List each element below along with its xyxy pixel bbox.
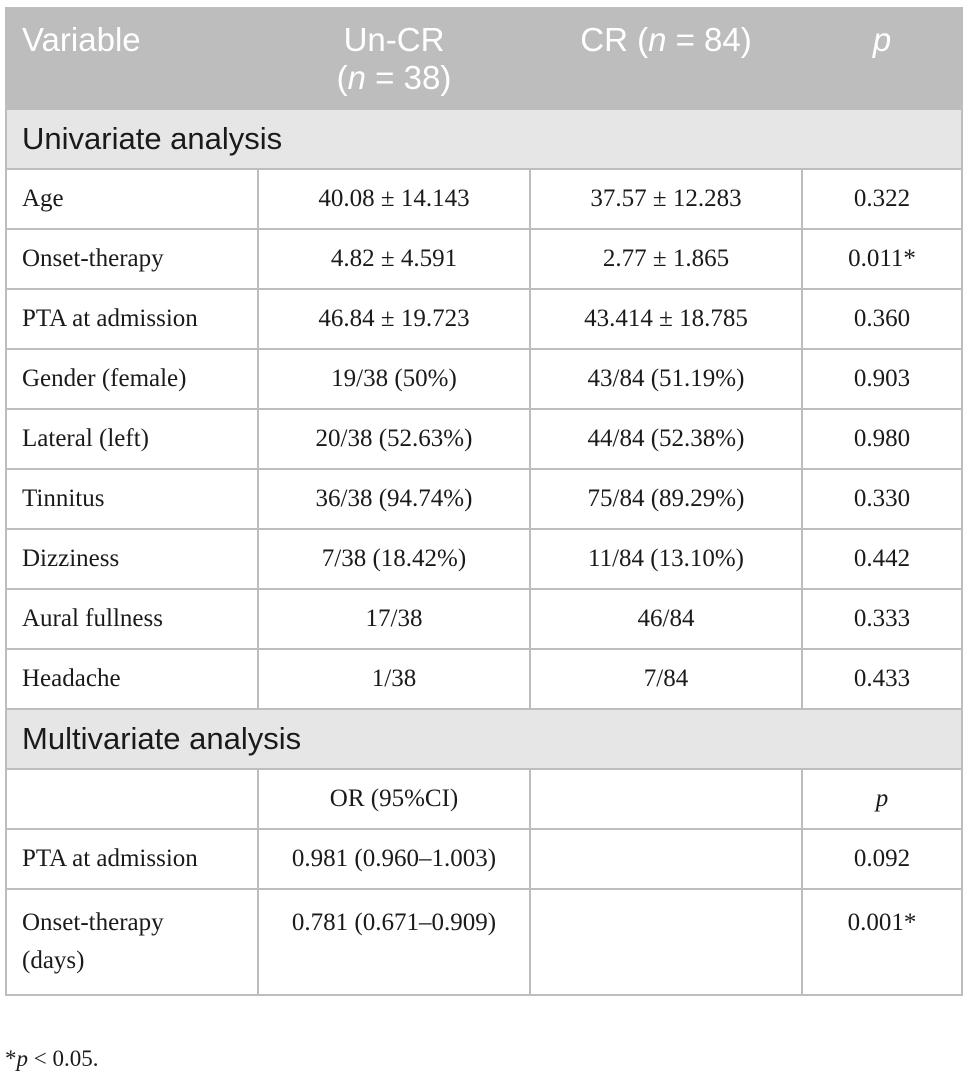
- cell-cr: 46/84: [530, 589, 802, 649]
- cell-un-cr: 36/38 (94.74%): [258, 469, 530, 529]
- table-row: [6, 469, 962, 529]
- cell-variable: Onset-therapy: [6, 229, 258, 289]
- subheader-variable: [6, 769, 258, 829]
- cell-un-cr: 7/38 (18.42%): [258, 529, 530, 589]
- header-un-cr-count: = 38): [366, 59, 452, 96]
- cell-variable: Aural fullness: [6, 589, 258, 649]
- table-row: [6, 889, 962, 995]
- table-row: [6, 589, 962, 649]
- cell-cr: 43.414 ± 18.785: [530, 289, 802, 349]
- cell-p: 0.980: [802, 409, 962, 469]
- table-row: [6, 529, 962, 589]
- header-cr-n: n: [648, 21, 667, 58]
- cell-p: 0.001*: [802, 889, 962, 995]
- cell-p: 0.092: [802, 829, 962, 889]
- header-p-label: p: [872, 21, 892, 58]
- cell-cr: 37.57 ± 12.283: [530, 169, 802, 229]
- subheader-cr: [530, 769, 802, 829]
- cell-cr: 11/84 (13.10%): [530, 529, 802, 589]
- header-cr-count: = 84): [666, 21, 752, 58]
- cell-cr: 44/84 (52.38%): [530, 409, 802, 469]
- header-p: [802, 8, 962, 109]
- section-title-multivariate: Multivariate analysis: [6, 709, 962, 769]
- header-cr: [530, 8, 802, 109]
- cell-cr: 2.77 ± 1.865: [530, 229, 802, 289]
- header-un-cr-open: (: [336, 59, 348, 96]
- cell-p: 0.330: [802, 469, 962, 529]
- cell-un-cr: 4.82 ± 4.591: [258, 229, 530, 289]
- cell-variable: PTA at admission: [6, 289, 258, 349]
- section-row-univariate: [6, 109, 962, 169]
- cell-cr: 7/84: [530, 649, 802, 709]
- cell-p: 0.333: [802, 589, 962, 649]
- table-row: [6, 289, 962, 349]
- header-un-cr-line1: Un-CR: [343, 21, 445, 58]
- cell-un-cr: 17/38: [258, 589, 530, 649]
- table-row: [6, 169, 962, 229]
- footnote: [5, 1046, 98, 1072]
- cell-cr: [530, 829, 802, 889]
- cell-variable: Dizziness: [6, 529, 258, 589]
- table-row: [6, 229, 962, 289]
- cell-cr: [530, 889, 802, 995]
- cell-p: 0.322: [802, 169, 962, 229]
- cell-variable-line1: Onset-therapy: [22, 909, 164, 936]
- cell-p: 0.011*: [802, 229, 962, 289]
- footnote-p: p: [16, 1046, 28, 1071]
- footnote-text: < 0.05.: [28, 1046, 99, 1071]
- cell-variable: Headache: [6, 649, 258, 709]
- cell-un-cr: 20/38 (52.63%): [258, 409, 530, 469]
- cell-variable-line2: (days): [22, 947, 85, 974]
- header-row: [6, 8, 962, 109]
- subheader-p: [802, 769, 962, 829]
- cell-variable: Age: [6, 169, 258, 229]
- cell-cr: 43/84 (51.19%): [530, 349, 802, 409]
- cell-variable: [6, 889, 258, 995]
- footnote-star: *: [5, 1046, 17, 1071]
- cell-variable: Lateral (left): [6, 409, 258, 469]
- table-row: [6, 409, 962, 469]
- subheader-row: [6, 769, 962, 829]
- cell-p: 0.360: [802, 289, 962, 349]
- cell-p: 0.433: [802, 649, 962, 709]
- cell-or-ci: 0.981 (0.960–1.003): [258, 829, 530, 889]
- cell-variable: PTA at admission: [6, 829, 258, 889]
- header-un-cr: [258, 8, 530, 109]
- table-row: [6, 829, 962, 889]
- section-title-univariate: Univariate analysis: [6, 109, 962, 169]
- cell-p: 0.442: [802, 529, 962, 589]
- results-table: [5, 7, 963, 996]
- header-un-cr-n: n: [347, 59, 367, 96]
- cell-p: 0.903: [802, 349, 962, 409]
- header-cr-pre: CR (: [580, 21, 649, 58]
- cell-or-ci: 0.781 (0.671–0.909): [258, 889, 530, 995]
- table-row: [6, 649, 962, 709]
- cell-un-cr: 19/38 (50%): [258, 349, 530, 409]
- cell-un-cr: 1/38: [258, 649, 530, 709]
- subheader-or-ci: OR (95%CI): [258, 769, 530, 829]
- subheader-p-label: p: [875, 785, 889, 812]
- section-row-multivariate: [6, 709, 962, 769]
- table-row: [6, 349, 962, 409]
- cell-cr: 75/84 (89.29%): [530, 469, 802, 529]
- cell-variable: Gender (female): [6, 349, 258, 409]
- header-variable: Variable: [6, 8, 258, 109]
- cell-variable: Tinnitus: [6, 469, 258, 529]
- cell-un-cr: 46.84 ± 19.723: [258, 289, 530, 349]
- cell-un-cr: 40.08 ± 14.143: [258, 169, 530, 229]
